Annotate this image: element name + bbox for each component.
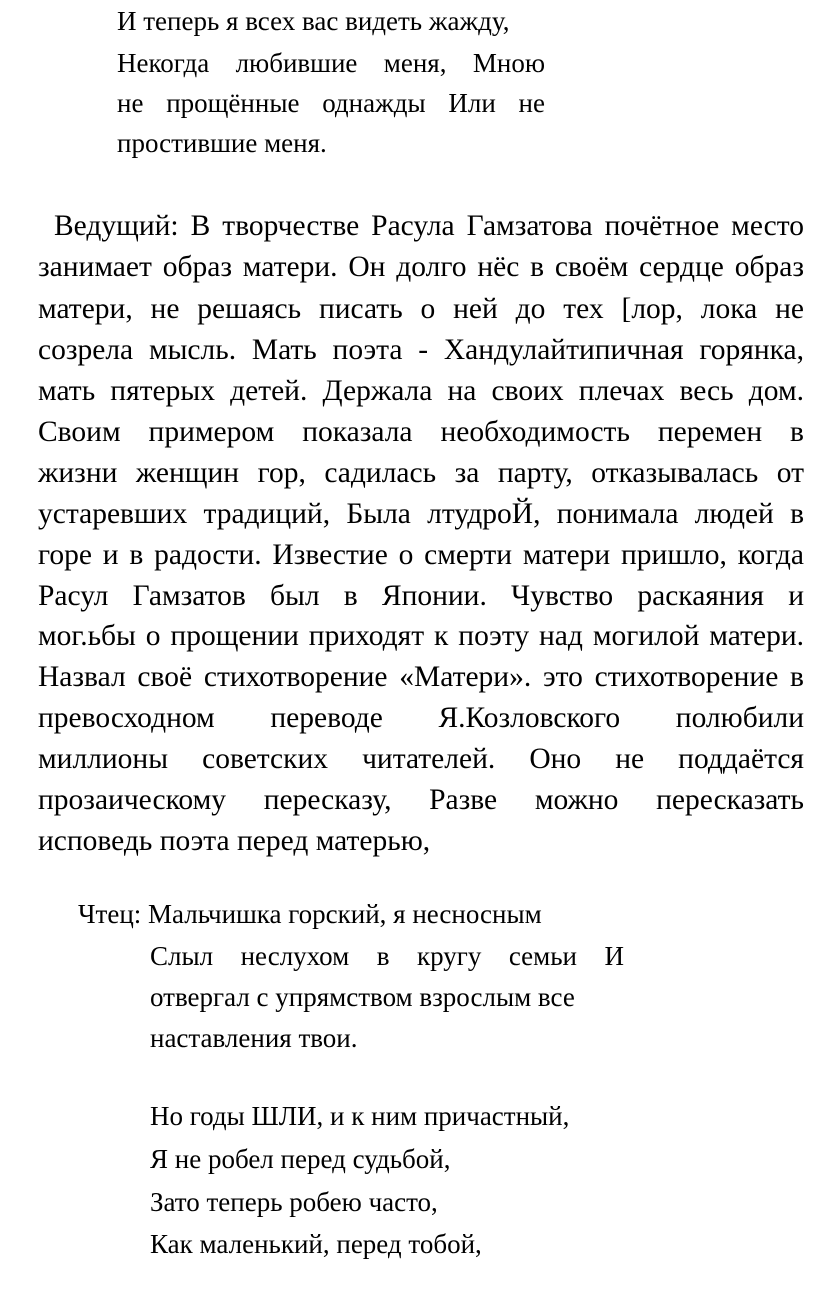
host-line-1: [54, 212, 804, 242]
poem-top-line-3: не прощённые однажды Или не: [117, 88, 545, 118]
host-text-1: В творчестве Расула Гамзатова почётное место: [178, 210, 804, 242]
host-line-3: матери, не решаясь писать о ней до тех [лор, лока не: [38, 293, 804, 325]
reader-stanza2-line-2: Я не робел перед судьбой,: [150, 1144, 451, 1174]
host-line-4: созрела мысль. Мать поэта - Хандулайтипичная горянка,: [38, 334, 804, 366]
host-line-16: исповедь поэта перед матерью,: [38, 825, 431, 857]
reader-stanza2-line-1: Но годы ШЛИ, и к ним причастный,: [150, 1101, 570, 1131]
host-line-15: прозаическому пересказу, Разве можно пересказать: [38, 784, 804, 816]
host-line-13: превосходном переводе Я.Козловского полюбили: [38, 702, 804, 734]
host-line-5: мать пятерых детей. Держала на своих плечах весь дом.: [38, 375, 804, 407]
reader-stanza2-line-4: Как маленький, перед тобой,: [150, 1229, 482, 1259]
host-line-10: Расул Гамзатов был в Японии. Чувство раскаяния и: [38, 580, 804, 612]
poem-top-line-2: Некогда любившие меня, Мною: [117, 48, 545, 78]
host-line-6: Своим примером показала необходимость перемен в: [38, 416, 804, 448]
reader-stanza1-line-3: наставления твои.: [150, 1023, 358, 1053]
host-label: Ведущий:: [54, 210, 179, 242]
host-line-7: жизни женщин гор, садилась за парту, отказывалась от: [38, 457, 804, 489]
host-line-11: мог.ьбы о прощении приходят к поэту над могилой матери.: [38, 620, 804, 652]
reader-stanza1-line-1: Слыл неслухом в кругу семьи И: [150, 941, 624, 971]
reader-label: Чтец:: [78, 899, 142, 929]
reader-stanza1-line-2: отвергал с упрямством взрослым все: [150, 982, 575, 1012]
poem-top-line-1: И теперь я всех вас видеть жажду,: [117, 6, 510, 36]
poem-top-line-4: простившие меня.: [117, 128, 327, 158]
reader-stanza2-line-3: Зато теперь робею часто,: [150, 1187, 438, 1217]
host-line-12: Назвал своё стихотворение «Матери». это стихотворение в: [38, 661, 804, 693]
reader-first-line: [78, 901, 542, 928]
host-line-8: устаревших традиций, Была лтудроЙ, понимала людей в: [38, 498, 804, 530]
reader-text-1: Мальчишка горский, я несносным: [141, 899, 542, 929]
host-line-9: горе и в радости. Известие о смерти матери пришло, когда: [38, 539, 804, 571]
host-line-14: миллионы советских читателей. Оно не поддаётся: [38, 743, 804, 775]
host-line-2: занимает образ матери. Он долго нёс в своём сердце образ: [38, 251, 804, 283]
